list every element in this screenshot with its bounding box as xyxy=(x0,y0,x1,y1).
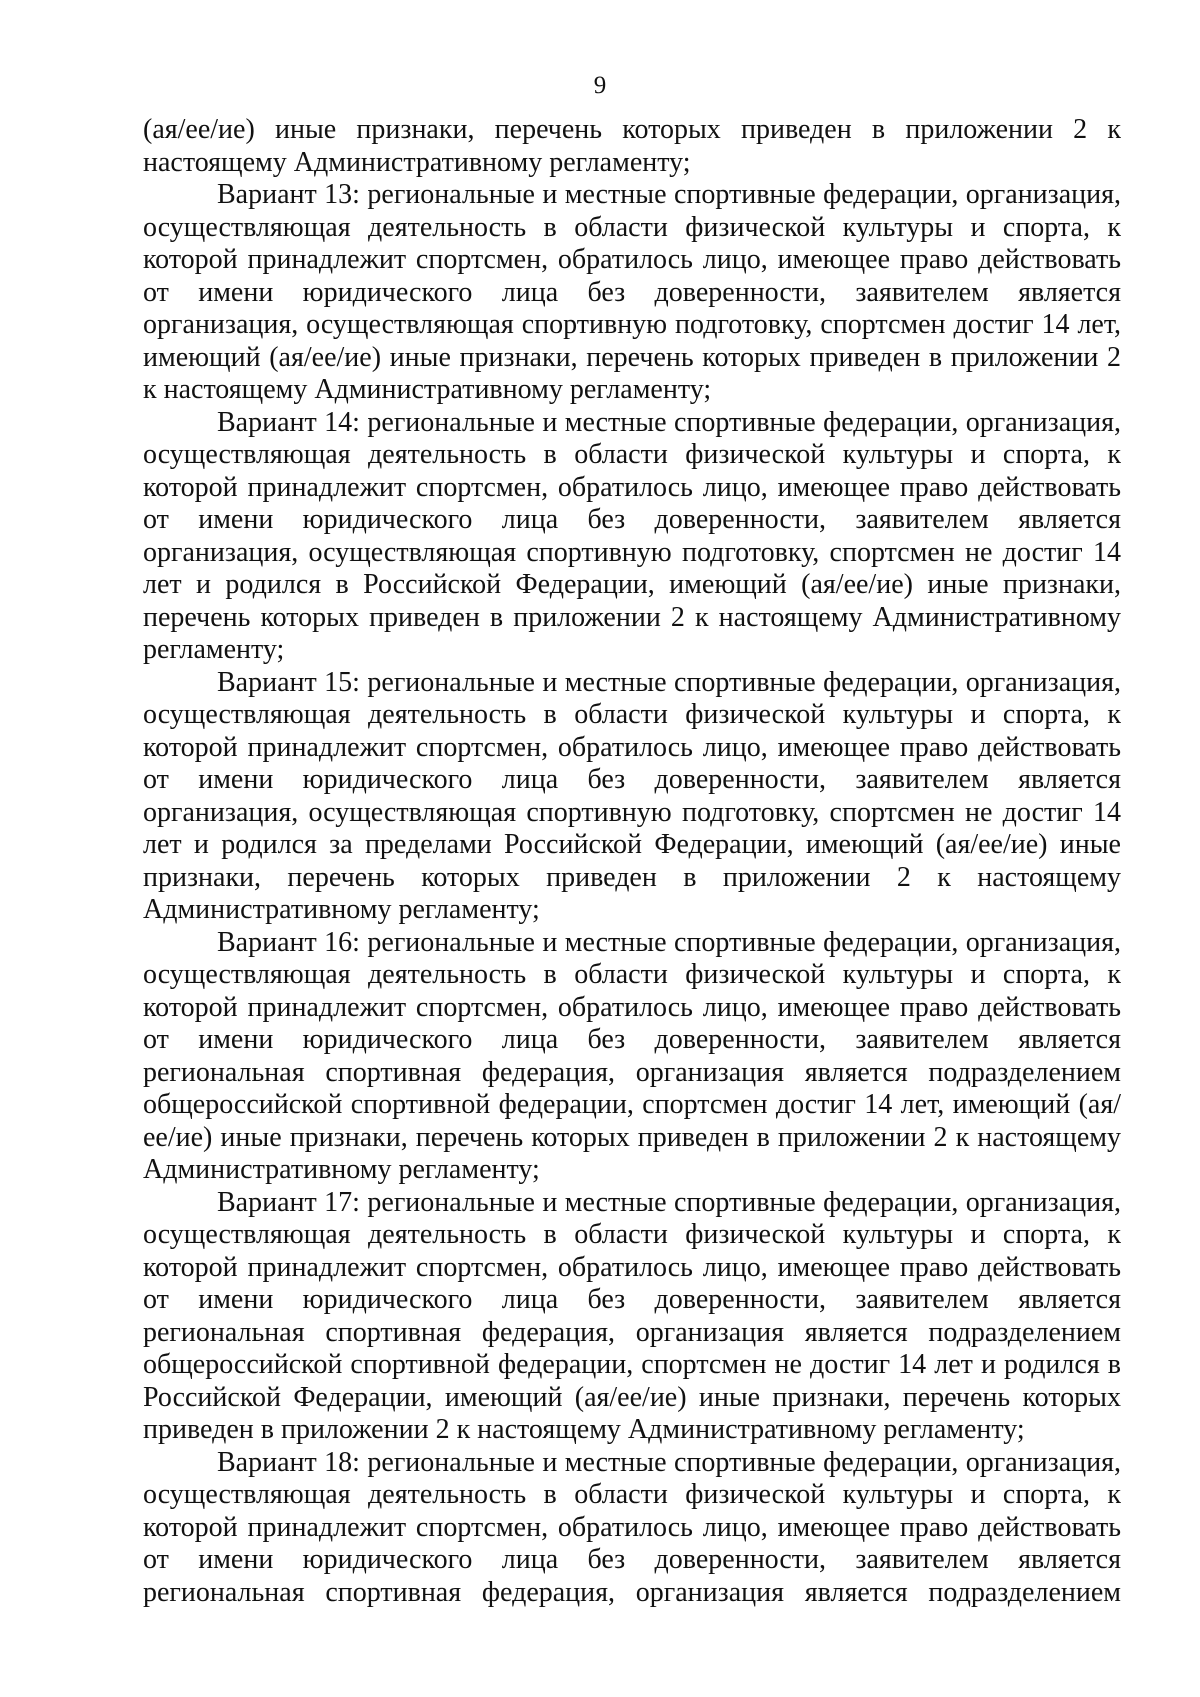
paragraph-variant-15: Вариант 15: региональные и местные спортивные федерации, организация, осуществляющая деятельность в области физической культуры и спорта, к которой принадлежит спортсмен, обратилось лицо, имеющее право действовать от имени юридического лица без доверенности, заявителем является организация, осуществляющая спортивную подготовку, спортсмен не достиг 14 лет и родился за пределами Российской Федерации, имеющий (ая/ее/ие) иные признаки, перечень которых приведен в приложении 2 к настоящему Административному регламенту; xyxy=(143,666,1121,925)
page-number: 9 xyxy=(593,72,607,99)
paragraph-continuation: (ая/ее/ие) иные признаки, перечень которых приведен в приложении 2 к настоящему Административному регламенту; xyxy=(143,114,1121,178)
paragraph-variant-13: Вариант 13: региональные и местные спортивные федерации, организация, осуществляющая деятельность в области физической культуры и спорта, к которой принадлежит спортсмен, обратилось лицо, имеющее право действовать от имени юридического лица без доверенности, заявителем является организация, осуществляющая спортивную подготовку, спортсмен достиг 14 лет, имеющий (ая/ее/ие) иные признаки, перечень которых приведен в приложении 2 к настоящему Административному регламенту; xyxy=(143,179,1121,405)
paragraph-variant-14: Вариант 14: региональные и местные спортивные федерации, организация, осуществляющая деятельность в области физической культуры и спорта, к которой принадлежит спортсмен, обратилось лицо, имеющее право действовать от имени юридического лица без доверенности, заявителем является организация, осуществляющая спортивную подготовку, спортсмен не достиг 14 лет и родился в Российской Федерации, имеющий (ая/ее/ие) иные признаки, перечень которых приведен в приложении 2 к настоящему Административному регламенту; xyxy=(143,406,1121,665)
paragraph-variant-18: Вариант 18: региональные и местные спортивные федерации, организация, осуществляющая деятельность в области физической культуры и спорта, к которой принадлежит спортсмен, обратилось лицо, имеющее право действовать от имени юридического лица без доверенности, заявителем является региональная спортивная федерация, организация является подразделением xyxy=(143,1446,1121,1608)
document-body xyxy=(143,114,1121,1609)
paragraph-variant-17: Вариант 17: региональные и местные спортивные федерации, организация, осуществляющая деятельность в области физической культуры и спорта, к которой принадлежит спортсмен, обратилось лицо, имеющее право действовать от имени юридического лица без доверенности, заявителем является региональная спортивная федерация, организация является подразделением общероссийской спортивной федерации, спортсмен не достиг 14 лет и родился в Российской Федерации, имеющий (ая/ее/ие) иные признаки, перечень которых приведен в приложении 2 к настоящему Административному регламенту; xyxy=(143,1186,1121,1445)
paragraph-variant-16: Вариант 16: региональные и местные спортивные федерации, организация, осуществляющая деятельность в области физической культуры и спорта, к которой принадлежит спортсмен, обратилось лицо, имеющее право действовать от имени юридического лица без доверенности, заявителем является региональная спортивная федерация, организация является подразделением общероссийской спортивной федерации, спортсмен достиг 14 лет, имеющий (ая/ее/ие) иные признаки, перечень которых приведен в приложении 2 к настоящему Административному регламенту; xyxy=(143,926,1121,1185)
